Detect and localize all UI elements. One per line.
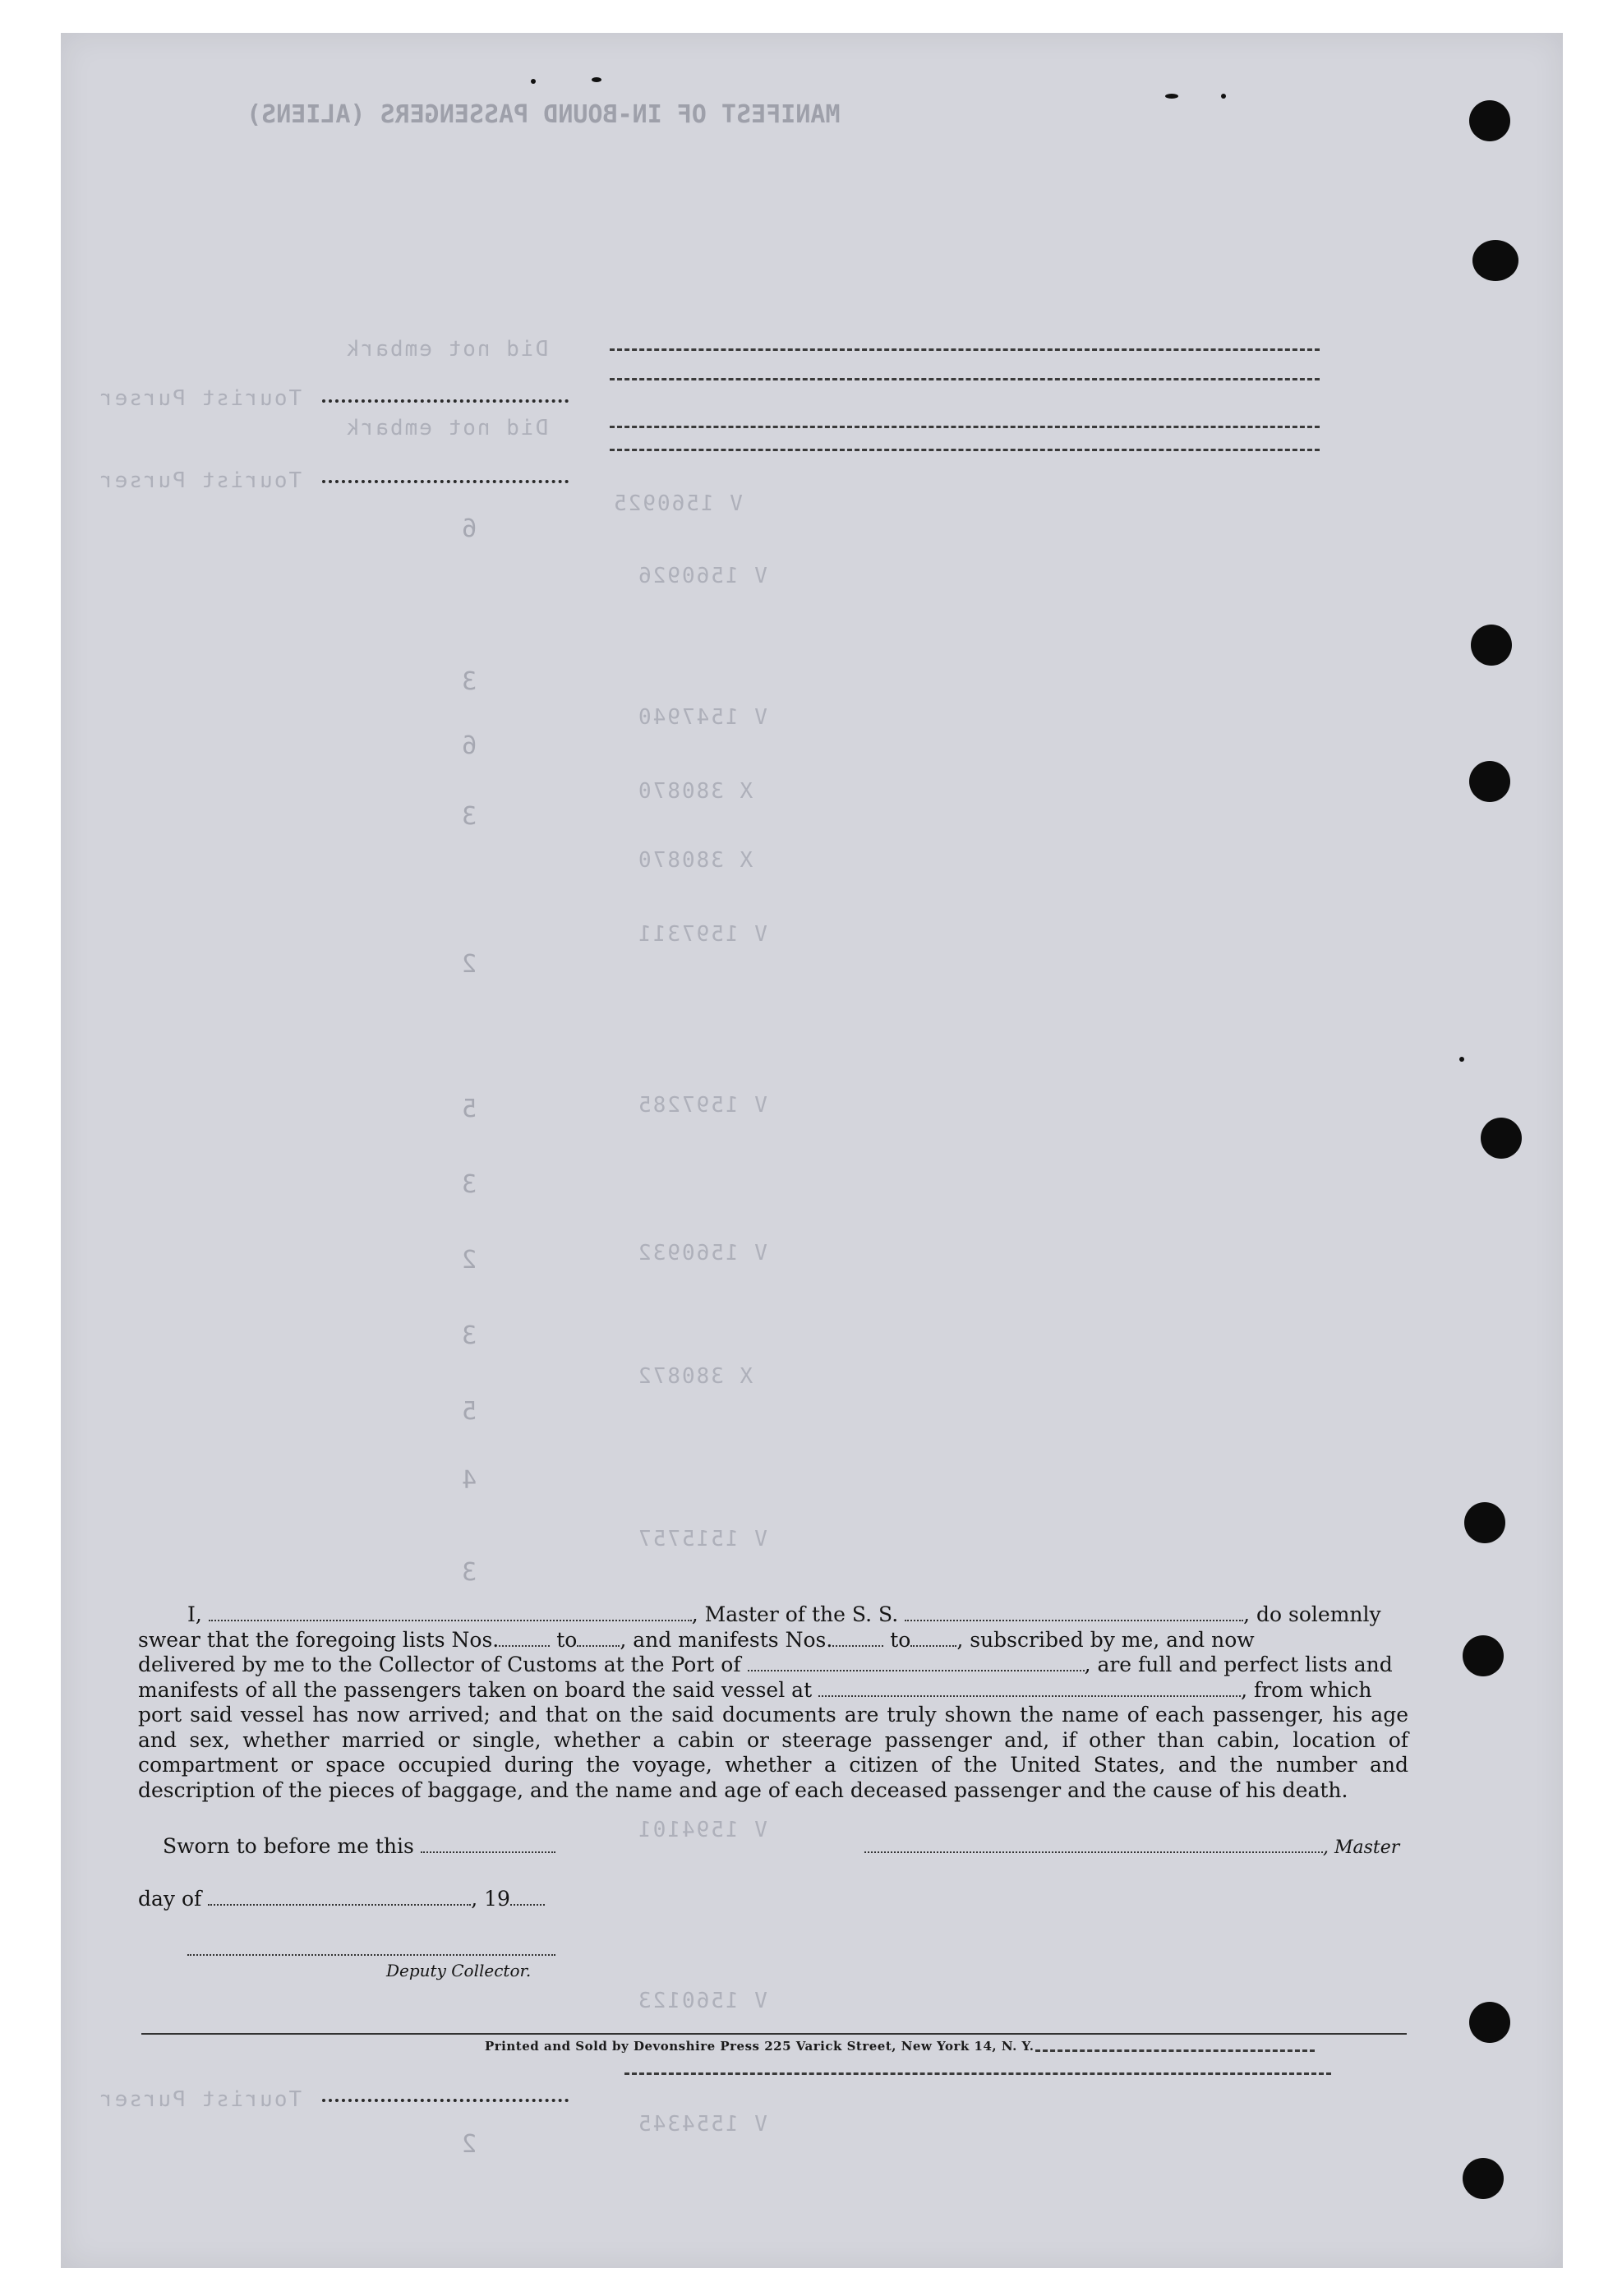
oath-line-3: delivered by me to the Collector of Customs at the Port of , are full and perfect lists and: [138, 1653, 1393, 1676]
ghost-code: V 1597311: [637, 922, 767, 947]
oath-line-4: manifests of all the passengers taken on board the said vessel at , from which: [138, 1677, 1372, 1702]
ghost-numeral: 4: [462, 1466, 477, 1495]
punch-hole: [1471, 625, 1512, 666]
punch-hole: [1463, 1635, 1504, 1676]
master-signature-field[interactable]: [864, 1835, 1323, 1853]
manifest-page: [61, 33, 1563, 2268]
deputy-signature-line[interactable]: [187, 1954, 555, 1956]
dashed-rule: [610, 449, 1320, 451]
master-signature-row: , Master: [864, 1834, 1399, 1858]
ghost-numeral: 5: [462, 1397, 477, 1426]
day-of-row: day of , 19: [138, 1887, 545, 1911]
ghost-row: Did not embark: [345, 416, 549, 440]
ghost-code: V 1560123: [637, 1989, 767, 2013]
dotted-rule: [322, 480, 569, 483]
speck: [592, 77, 601, 82]
ghost-numeral: 2: [462, 950, 477, 979]
speck: [1221, 94, 1226, 99]
manifests-from-field[interactable]: [832, 1629, 883, 1647]
ghost-code: V 1560925: [612, 491, 743, 516]
speck: [531, 79, 536, 84]
ghost-row: Tourist Purser: [99, 386, 302, 411]
oath-i: I,: [187, 1602, 202, 1626]
speck: [1165, 94, 1178, 99]
oath-solemnly: , do solemnly: [1243, 1602, 1381, 1626]
oath-master-of: , Master of the S. S.: [691, 1602, 899, 1626]
ghost-numeral: 5: [462, 1095, 477, 1123]
month-field[interactable]: [208, 1888, 471, 1906]
punch-hole: [1469, 100, 1510, 141]
ghost-numeral: 6: [462, 514, 477, 543]
year-field[interactable]: [510, 1888, 545, 1906]
punch-hole: [1469, 2002, 1510, 2043]
dashed-rule: [610, 378, 1320, 380]
dashed-rule: [624, 2072, 1331, 2075]
oath-paragraph: [138, 1602, 1408, 1803]
oath-body: port said vessel has now arrived; and that on the said documents are truly shown the name of each passenger, his age and sex, whether married or single, whether a cabin or steerage passenger and, if other than cabin, location of compartment or space occupied during the voyage, whether a citizen of the United States, and the number and description of the pieces of baggage, and the name and age of each deceased passenger and the cause of his death.: [138, 1703, 1408, 1802]
ghost-code: V 1547940: [637, 705, 767, 730]
ship-name-field[interactable]: [905, 1603, 1243, 1621]
punch-hole: [1464, 1502, 1505, 1543]
printer-imprint: Printed and Sold by Devonshire Press 225 Varick Street, New York 14, N. Y.: [485, 2039, 1035, 2054]
punch-hole: [1463, 2158, 1504, 2199]
oath-line-1: [138, 1602, 1408, 1628]
punch-hole: [1469, 761, 1510, 802]
ghost-numeral: 3: [462, 1321, 477, 1350]
ghost-numeral: 6: [462, 731, 477, 760]
punch-hole: [1481, 1118, 1522, 1159]
dashed-rule: [610, 348, 1320, 351]
manifests-to-field[interactable]: [910, 1629, 956, 1647]
ghost-code: X 380870: [637, 779, 753, 804]
ghost-code: X 380870: [637, 848, 753, 873]
ghost-code: V 1594101: [637, 1818, 767, 1842]
ghost-code: V 1560932: [637, 1241, 767, 1266]
ghost-row: Tourist Purser: [99, 468, 302, 493]
ghost-numeral: 3: [462, 667, 477, 696]
dotted-rule: [322, 2099, 569, 2102]
dashed-rule: [610, 426, 1320, 428]
ghost-numeral: 2: [462, 2130, 477, 2159]
ghost-title: MANIFEST OF IN-BOUND PASSENGERS (ALIENS): [247, 100, 841, 129]
sworn-date-field[interactable]: [421, 1835, 555, 1853]
ghost-code: V 1560926: [637, 564, 767, 588]
ghost-numeral: 2: [462, 1246, 477, 1275]
lists-to-field[interactable]: [577, 1629, 620, 1647]
deputy-collector-label: Deputy Collector.: [386, 1961, 532, 1980]
punch-hole: [1472, 240, 1518, 281]
ghost-code: V 1515757: [637, 1527, 767, 1551]
speck: [1459, 1057, 1464, 1062]
ghost-code: X 380872: [637, 1364, 753, 1389]
ghost-numeral: 3: [462, 1558, 477, 1587]
port-field[interactable]: [748, 1653, 1085, 1671]
dotted-rule: [322, 399, 569, 403]
master-name-field[interactable]: [209, 1603, 692, 1621]
ghost-numeral: 3: [462, 802, 477, 831]
ghost-row: Tourist Purser: [99, 2087, 302, 2112]
footer-rule: [141, 2033, 1407, 2035]
oath-line-2: swear that the foregoing lists Nos. to , and manifests Nos. to , subscribed by me, and now: [138, 1627, 1255, 1652]
ghost-numeral: 3: [462, 1170, 477, 1199]
departure-port-field[interactable]: [818, 1679, 1241, 1697]
ghost-row: Did not embark: [345, 337, 549, 362]
dashed-rule: [1035, 2049, 1315, 2052]
ghost-code: V 1597285: [637, 1093, 767, 1118]
lists-from-field[interactable]: [499, 1629, 550, 1647]
ghost-code: V 1554345: [637, 2112, 767, 2137]
sworn-row: Sworn to before me this: [163, 1834, 555, 1858]
